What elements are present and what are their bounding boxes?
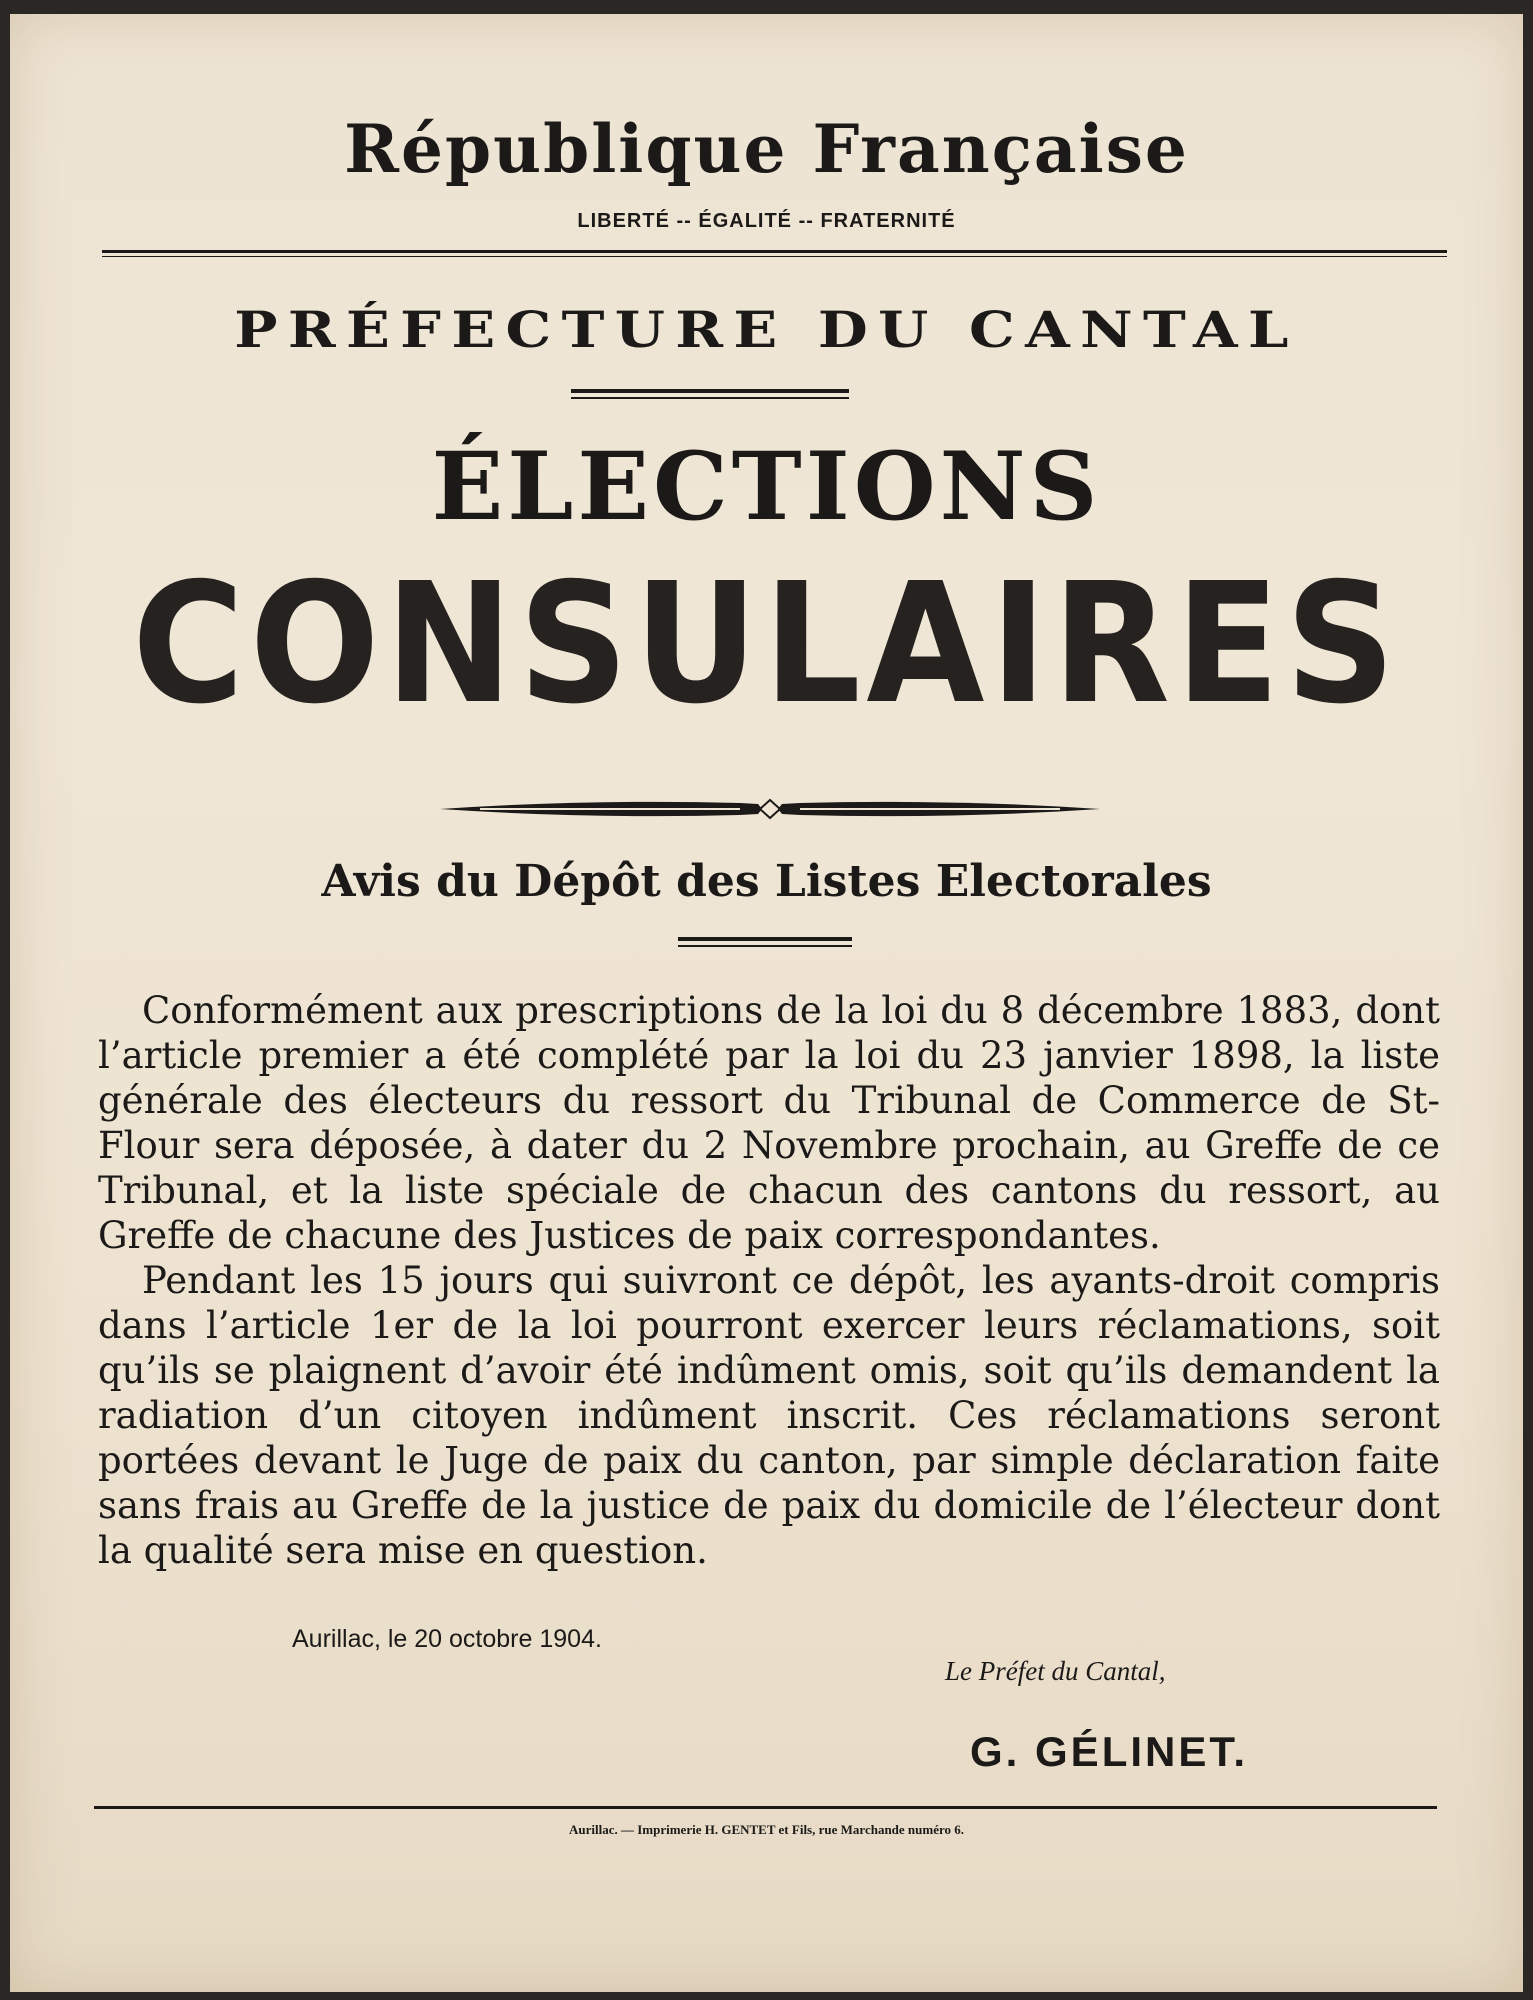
signatory-name: G. GÉLINET. xyxy=(970,1728,1249,1775)
signatory-title: Le Préfet du Cantal, xyxy=(945,1656,1166,1686)
notice-body xyxy=(98,988,1440,1573)
ornament-divider xyxy=(440,794,1100,824)
poster xyxy=(10,14,1523,1992)
date-line: Aurillac, le 20 octobre 1904. xyxy=(292,1625,602,1653)
divider-rule-small xyxy=(678,937,852,947)
elections-heading: ÉLECTIONS xyxy=(431,432,1102,542)
prefecture-heading: PRÉFECTURE DU CANTAL xyxy=(234,300,1299,359)
paragraph-2: Pendant les 15 jours qui suivront ce dépôt, les ayants-droit compris dans l’article 1er de la loi pourront exercer leurs réclamations, soit qu’ils se plaignent d’avoir été indûment omis, soit qu’ils demandent la radiation d’un citoyen indûment inscrit. Ces réclamations seront portées devant le Juge de paix du canton, par simple déclaration faite sans frais au Greffe de la justice de paix du domicile de l’électeur dont la qualité sera mise en question. xyxy=(98,1259,1440,1572)
divider-rule xyxy=(571,389,849,399)
motto: LIBERTÉ -- ÉGALITÉ -- FRATERNITÉ xyxy=(577,210,956,232)
paragraph-1: Conformément aux prescriptions de la loi du 8 décembre 1883, dont l’article premier a été complété par la loi du 23 janvier 1898, la liste générale des électeurs du ressort du Tribunal de Commerce de St-Flour sera déposée, à dater du 2 Novembre prochain, au Greffe de ce Tribunal, et la liste spéciale de chacun des cantons du ressort, au Greffe de chacune des Justices de paix correspondantes. xyxy=(98,989,1440,1257)
printer-credit: Aurillac. — Imprimerie H. GENTET et Fils, rue Marchande numéro 6. xyxy=(568,1822,965,1837)
bottom-rule xyxy=(94,1806,1437,1809)
top-rule xyxy=(102,250,1447,257)
republique-heading: République Française xyxy=(344,110,1189,188)
notice-subtitle: Avis du Dépôt des Listes Electorales xyxy=(321,856,1212,907)
consulaires-heading: CONSULAIRES xyxy=(132,548,1401,741)
